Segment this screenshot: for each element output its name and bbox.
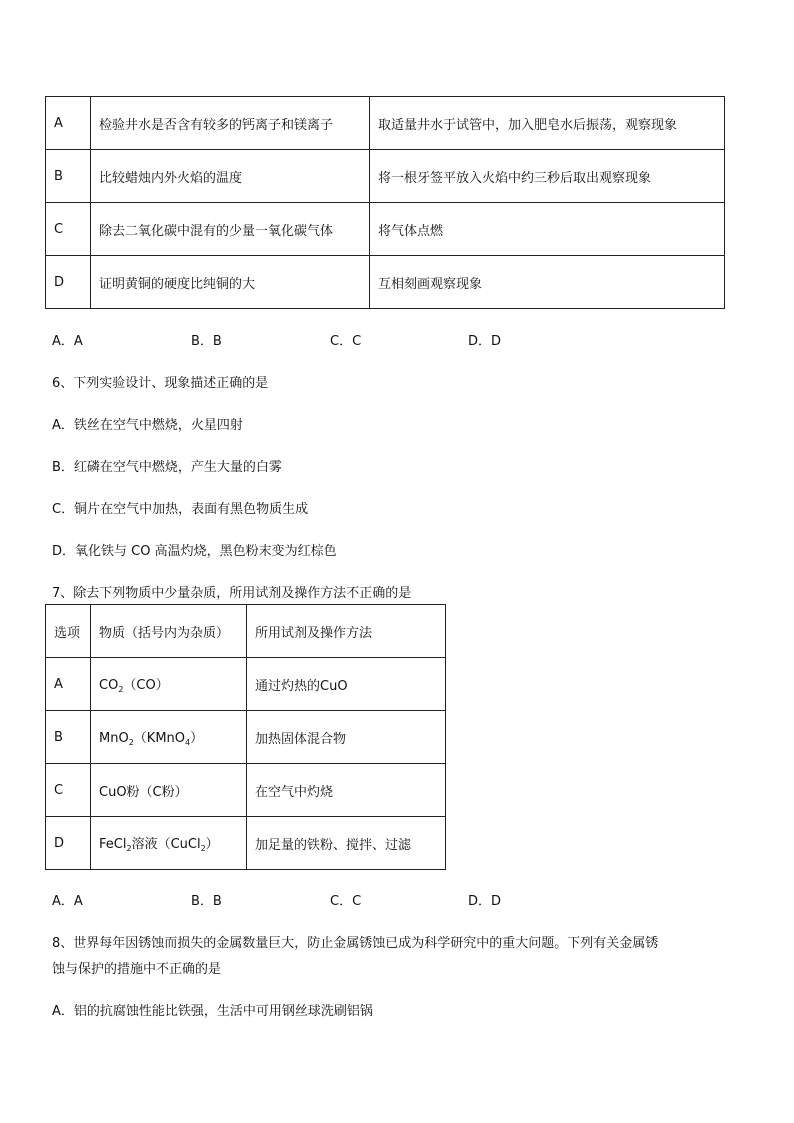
q6-option-b[interactable]: B．红磷在空气中燃烧，产生大量的白雾 xyxy=(52,460,282,475)
row-purpose: 比较蜡烛内外火焰的温度 xyxy=(91,150,370,203)
formula-subscript: 2 xyxy=(126,844,132,853)
row-method: 加足量的铁粉、搅拌、过滤 xyxy=(247,817,446,870)
table-row xyxy=(46,256,725,309)
q5-options xyxy=(52,330,552,350)
experiment-table xyxy=(45,96,725,309)
formula-text: MnO xyxy=(99,731,129,746)
option-c[interactable]: C．C xyxy=(330,334,362,349)
table-row xyxy=(46,203,725,256)
row-label: D xyxy=(46,817,91,870)
row-label: D xyxy=(46,256,91,309)
option-b[interactable]: B．B xyxy=(191,894,222,909)
row-method: 在空气中灼烧 xyxy=(247,764,446,817)
table-row xyxy=(46,97,725,150)
header-method: 所用试剂及操作方法 xyxy=(247,605,446,658)
option-a[interactable]: A．A xyxy=(52,894,83,909)
row-substance xyxy=(91,658,247,711)
formula-text: 溶液（CuCl xyxy=(131,837,201,852)
formula-text: （KMnO xyxy=(133,731,186,746)
q7-options xyxy=(52,890,552,910)
row-label: A xyxy=(46,97,91,150)
option-a[interactable]: A．A xyxy=(52,334,83,349)
option-c[interactable]: C．C xyxy=(330,894,362,909)
table-row xyxy=(46,764,446,817)
impurity-table xyxy=(45,604,446,870)
q7-stem: 7、除去下列物质中少量杂质，所用试剂及操作方法不正确的是 xyxy=(52,586,412,601)
option-d[interactable]: D．D xyxy=(468,334,502,349)
q6-option-c[interactable]: C．铜片在空气中加热，表面有黑色物质生成 xyxy=(52,502,309,517)
option-d[interactable]: D．D xyxy=(468,894,502,909)
row-label: C xyxy=(46,764,91,817)
q8-stem-line1: 8、世界每年因锈蚀而损失的金属数量巨大，防止金属锈蚀已成为科学研究中的重大问题。下列有关金属锈 xyxy=(52,936,659,951)
table-row xyxy=(46,658,446,711)
row-method: 取适量井水于试管中，加入肥皂水后振荡，观察现象 xyxy=(370,97,725,150)
table-row xyxy=(46,817,446,870)
row-purpose: 检验井水是否含有较多的钙离子和镁离子 xyxy=(91,97,370,150)
q6-option-d[interactable]: D．氧化铁与 CO 高温灼烧，黑色粉末变为红棕色 xyxy=(52,544,337,559)
formula-text: （CO） xyxy=(123,678,169,693)
q6-stem: 6、下列实验设计、现象描述正确的是 xyxy=(52,376,269,391)
row-label: B xyxy=(46,711,91,764)
header-option: 选项 xyxy=(46,605,91,658)
table-row xyxy=(46,150,725,203)
formula-text: CuO粉（C粉） xyxy=(99,784,188,800)
formula-subscript: 2 xyxy=(128,738,134,747)
q6-option-a[interactable]: A．铁丝在空气中燃烧，火星四射 xyxy=(52,418,243,433)
row-purpose: 证明黄铜的硬度比纯铜的大 xyxy=(91,256,370,309)
row-purpose: 除去二氧化碳中混有的少量一氧化碳气体 xyxy=(91,203,370,256)
table-row xyxy=(46,711,446,764)
table-header-row xyxy=(46,605,446,658)
row-substance xyxy=(91,764,247,817)
formula-text: FeCl xyxy=(99,837,127,852)
header-substance: 物质（括号内为杂质） xyxy=(91,605,247,658)
q8-option-a[interactable]: A．铝的抗腐蚀性能比铁强，生活中可用钢丝球洗刷铝锅 xyxy=(52,1004,373,1019)
row-method: 加热固体混合物 xyxy=(247,711,446,764)
row-label: C xyxy=(46,203,91,256)
formula-subscript: 2 xyxy=(200,844,206,853)
formula-text: ） xyxy=(190,731,204,746)
row-substance xyxy=(91,817,247,870)
formula-subscript: 4 xyxy=(185,738,191,747)
row-method: 将气体点燃 xyxy=(370,203,725,256)
row-substance xyxy=(91,711,247,764)
row-label: A xyxy=(46,658,91,711)
row-method: 通过灼热的CuO xyxy=(247,658,446,711)
option-b[interactable]: B．B xyxy=(191,334,222,349)
row-method: 互相刻画观察现象 xyxy=(370,256,725,309)
formula-text: CO xyxy=(99,678,119,693)
formula-text: ） xyxy=(205,837,219,852)
q8-stem-line2: 蚀与保护的措施中不正确的是 xyxy=(52,962,222,977)
formula-subscript: 2 xyxy=(118,685,124,694)
row-method: 将一根牙签平放入火焰中约三秒后取出观察现象 xyxy=(370,150,725,203)
row-label: B xyxy=(46,150,91,203)
